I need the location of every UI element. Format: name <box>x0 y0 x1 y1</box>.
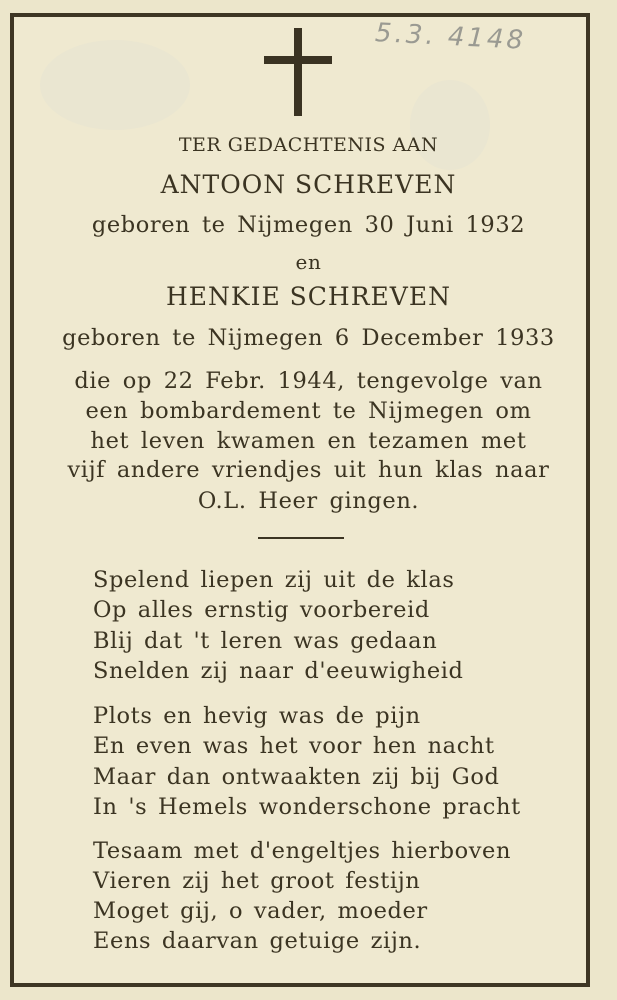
poem-line: Snelden zij naar d'eeuwigheid <box>93 658 464 684</box>
poem-line: Moget gij, o vader, moeder <box>93 898 428 924</box>
paragraph-line: O.L. Heer gingen. <box>197 488 420 514</box>
poem-line: Eens daarvan getuige zijn. <box>93 928 422 954</box>
faded-background-illustration <box>410 80 490 170</box>
archive-number-handwritten: 5.3. 4148 <box>374 18 527 56</box>
person2-name: HENKIE SCHREVEN <box>166 282 451 311</box>
poem-line: Tesaam met d'engeltjes hierboven <box>93 838 512 864</box>
person1-name: ANTOON SCHREVEN <box>160 170 457 199</box>
conjunction: en <box>295 250 322 274</box>
heading: TER GEDACHTENIS AAN <box>178 134 439 156</box>
paragraph-line: een bombardement te Nijmegen om <box>85 398 532 424</box>
poem-line: Plots en hevig was de pijn <box>93 703 421 729</box>
poem-line: En even was het voor hen nacht <box>93 733 495 759</box>
poem-line: Op alles ernstig voorbereid <box>93 597 430 623</box>
poem-line: In 's Hemels wonderschone pracht <box>93 794 521 820</box>
paragraph-line: het leven kwamen en tezamen met <box>90 428 527 454</box>
person1-birth: geboren te Nijmegen 30 Juni 1932 <box>91 212 526 238</box>
poem-line: Vieren zij het groot festijn <box>93 868 421 894</box>
divider <box>258 537 344 539</box>
poem-line: Blij dat 't leren was gedaan <box>93 628 438 654</box>
paragraph-line: vijf andere vriendjes uit hun klas naar <box>67 457 550 483</box>
person2-birth: geboren te Nijmegen 6 December 1933 <box>62 325 555 351</box>
poem-line: Spelend liepen zij uit de klas <box>93 567 455 593</box>
paragraph-line: die op 22 Febr. 1944, tengevolge van <box>74 368 543 394</box>
poem-line: Maar dan ontwaakten zij bij God <box>93 764 500 790</box>
faded-background-illustration <box>40 40 190 130</box>
